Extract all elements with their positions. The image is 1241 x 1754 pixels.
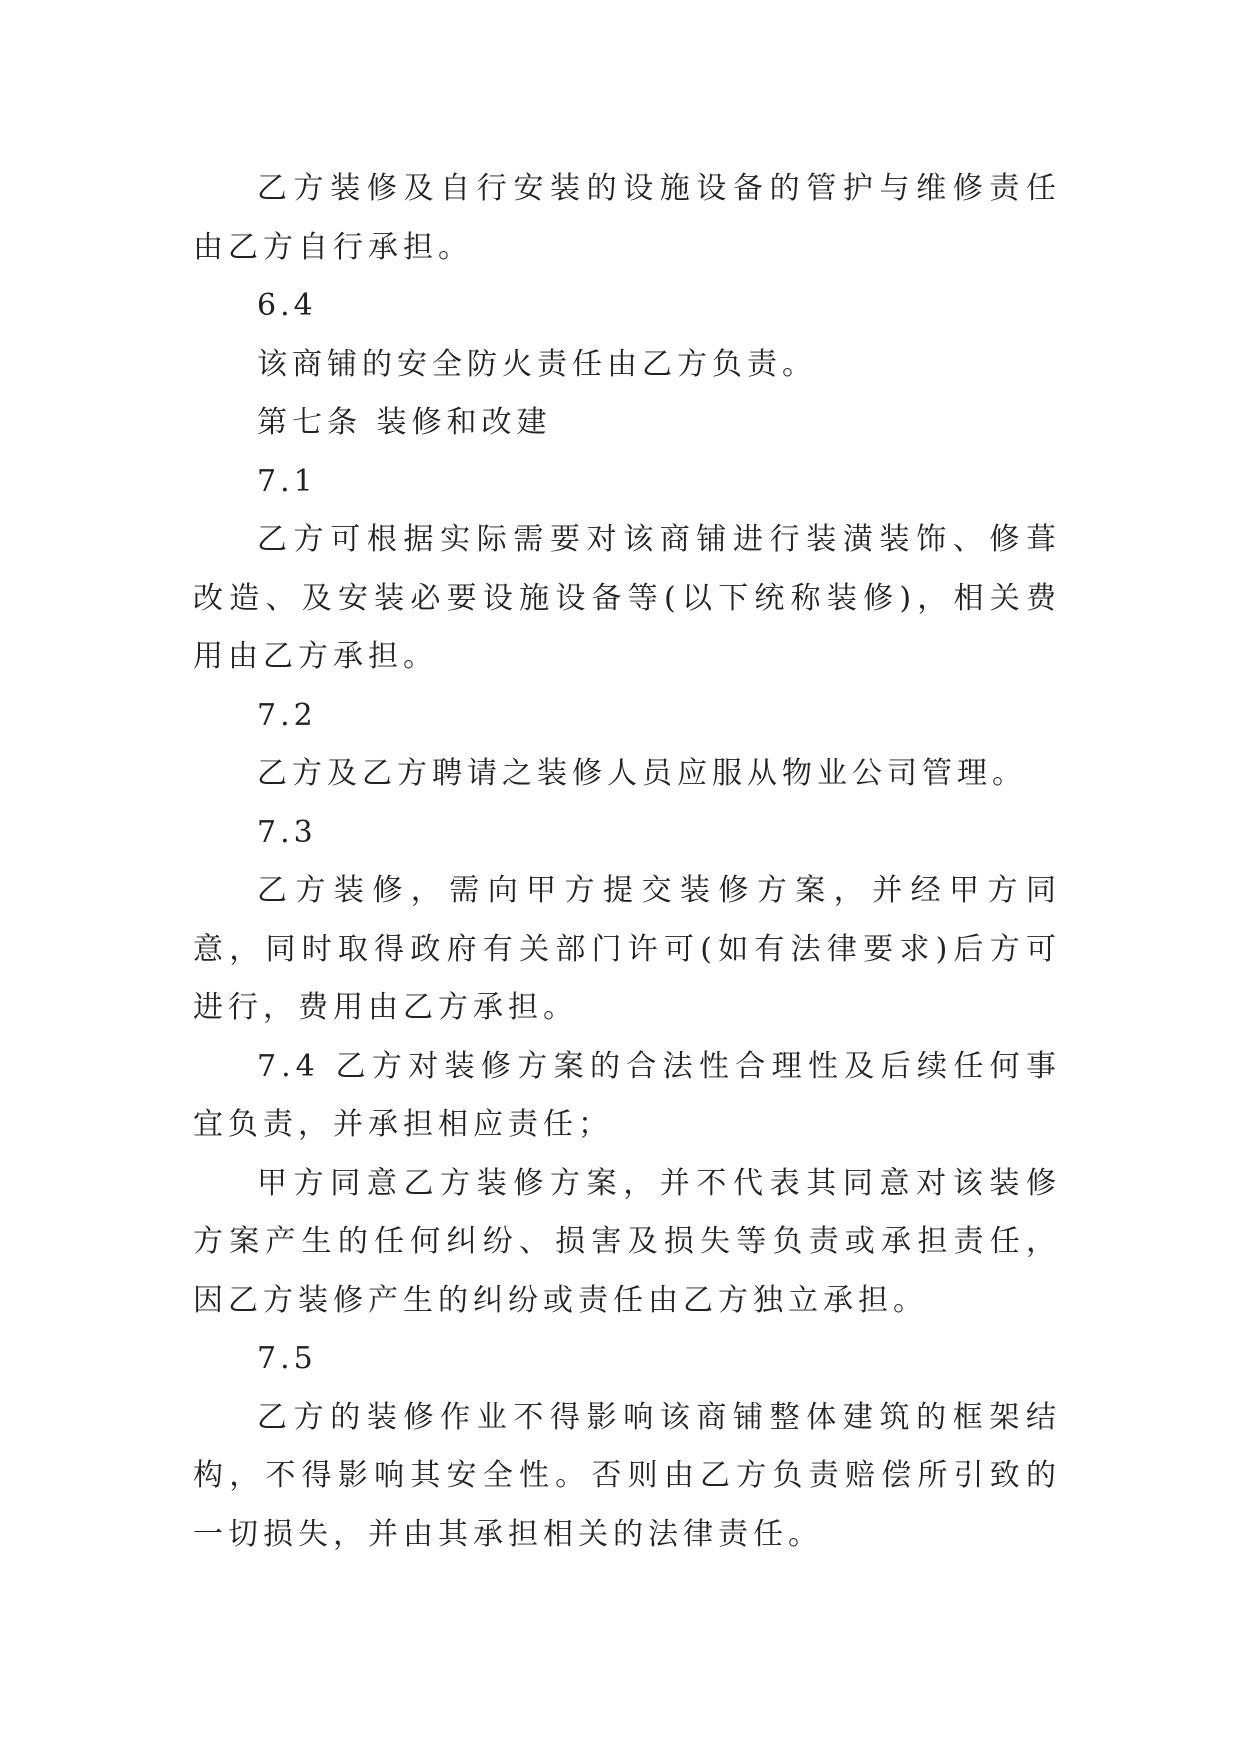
paragraph-property-management: 乙方及乙方聘请之装修人员应服从物业公司管理。: [257, 756, 1027, 791]
document-body: [193, 160, 1061, 1564]
paragraph-decoration-rights: 乙方可根据实际需要对该商铺进行装潢装饰、修葺改造、及安装必要设施设备等(以下统称装修)，相关费用由乙方承担。: [193, 522, 1061, 674]
clause-number-7-2: 7.2: [257, 697, 317, 733]
clause-number-6-4: 6.4: [257, 288, 317, 323]
paragraph-approval-disclaimer: 甲方同意乙方装修方案，并不代表其同意对该装修方案产生的任何纠纷、损害及损失等负责或承担责任，因乙方装修产生的纠纷或责任由乙方独立承担。: [193, 1165, 1061, 1318]
paragraph-maintenance-responsibility: 乙方装修及自行安装的设施设备的管护与维修责任由乙方自行承担。: [193, 171, 1061, 265]
paragraph-structural-safety: 乙方的装修作业不得影响该商铺整体建筑的框架结构，不得影响其安全性。否则由乙方负责赔偿所引致的一切损失，并由其承担相关的法律责任。: [193, 1399, 1061, 1552]
paragraph-decoration-plan-approval: 乙方装修，需向甲方提交装修方案，并经甲方同意，同时取得政府有关部门许可(如有法律要求)后方可进行，费用由乙方承担。: [193, 873, 1061, 1025]
paragraph-fire-safety: 该商铺的安全防火责任由乙方负责。: [257, 346, 817, 382]
paragraph-clause-7-4: 7.4 乙方对装修方案的合法性合理性及后续任何事宜负责，并承担相应责任；: [193, 1048, 1061, 1142]
clause-number-7-1: 7.1: [257, 463, 317, 499]
clause-number-7-3: 7.3: [257, 814, 317, 850]
article-heading-7: 第七条 装修和改建: [257, 405, 552, 440]
clause-number-7-5: 7.5: [257, 1341, 317, 1376]
